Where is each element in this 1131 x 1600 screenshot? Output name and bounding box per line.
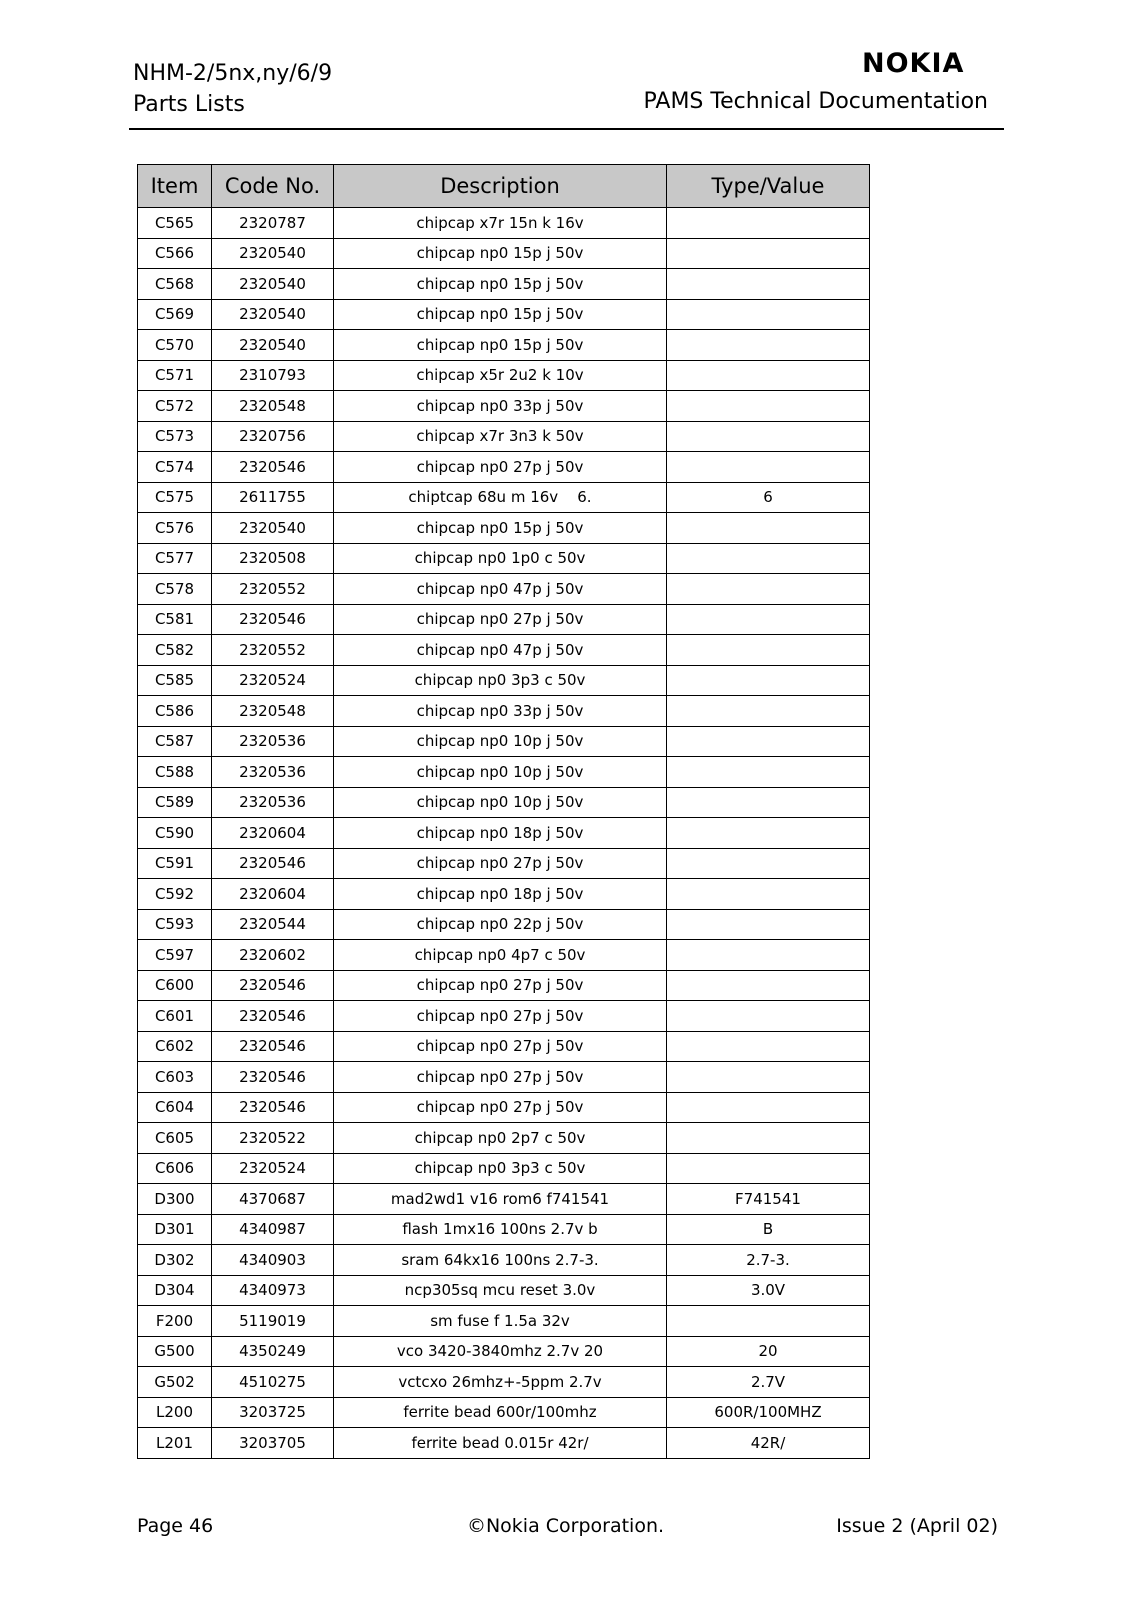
table-row [138,1306,870,1337]
code-cell: 2320546 [212,970,334,1001]
table-row [138,513,870,544]
type-value-cell [667,1306,870,1337]
type-value-cell [667,269,870,300]
code-cell: 2320522 [212,1123,334,1154]
item-cell: C586 [138,696,212,727]
code-cell: 4350249 [212,1336,334,1367]
type-value-cell [667,757,870,788]
type-value-cell [667,1031,870,1062]
table-header-row [138,165,870,208]
description-cell: chipcap np0 15p j 50v [334,299,667,330]
item-cell: C581 [138,604,212,635]
type-value-cell [667,726,870,757]
column-header-type-value: Type/Value [667,165,870,208]
table-row [138,696,870,727]
description-cell: chipcap np0 1p0 c 50v [334,543,667,574]
code-cell: 4510275 [212,1367,334,1398]
code-cell: 4370687 [212,1184,334,1215]
table-row [138,1123,870,1154]
item-cell: C566 [138,238,212,269]
type-value-cell [667,330,870,361]
table-row [138,1031,870,1062]
type-value-cell [667,1001,870,1032]
description-cell: chipcap np0 18p j 50v [334,818,667,849]
item-cell: C590 [138,818,212,849]
code-cell: 2320546 [212,1062,334,1093]
item-cell: C571 [138,360,212,391]
column-header-description: Description [334,165,667,208]
item-cell: C593 [138,909,212,940]
item-cell: C589 [138,787,212,818]
code-cell: 2320536 [212,726,334,757]
description-cell: chipcap np0 27p j 50v [334,1031,667,1062]
description-cell: chipcap np0 27p j 50v [334,452,667,483]
code-cell: 4340987 [212,1214,334,1245]
description-cell: vctcxo 26mhz+-5ppm 2.7v [334,1367,667,1398]
type-value-cell [667,818,870,849]
description-cell: chipcap np0 10p j 50v [334,787,667,818]
item-cell: C606 [138,1153,212,1184]
table-row [138,543,870,574]
model-number: NHM-2/5nx,ny/6/9 [133,61,333,86]
type-value-cell [667,909,870,940]
code-cell: 2320524 [212,1153,334,1184]
type-value-cell: 42R/ [667,1428,870,1459]
table-row [138,818,870,849]
type-value-cell [667,208,870,239]
item-cell: C603 [138,1062,212,1093]
table-row [138,299,870,330]
description-cell: chipcap np0 3p3 c 50v [334,1153,667,1184]
parts-table [137,164,870,1459]
code-cell: 2320602 [212,940,334,971]
type-value-cell [667,635,870,666]
code-cell: 2320756 [212,421,334,452]
table-row [138,574,870,605]
table-row [138,604,870,635]
description-cell: chipcap np0 15p j 50v [334,238,667,269]
item-cell: C597 [138,940,212,971]
table-row [138,269,870,300]
item-cell: C588 [138,757,212,788]
item-cell: C585 [138,665,212,696]
code-cell: 2320552 [212,574,334,605]
description-cell: chipcap np0 18p j 50v [334,879,667,910]
type-value-cell [667,696,870,727]
table-row [138,665,870,696]
table-row [138,909,870,940]
item-cell: C604 [138,1092,212,1123]
item-cell: C605 [138,1123,212,1154]
item-cell: C570 [138,330,212,361]
item-cell: C576 [138,513,212,544]
code-cell: 2320552 [212,635,334,666]
table-row [138,1153,870,1184]
type-value-cell [667,452,870,483]
type-value-cell [667,604,870,635]
item-cell: L200 [138,1397,212,1428]
description-cell: chipcap np0 2p7 c 50v [334,1123,667,1154]
item-cell: G500 [138,1336,212,1367]
item-cell: C592 [138,879,212,910]
table-row [138,421,870,452]
code-cell: 2320540 [212,269,334,300]
type-value-cell [667,421,870,452]
item-cell: C573 [138,421,212,452]
table-row [138,1336,870,1367]
type-value-cell [667,1092,870,1123]
code-cell: 2320546 [212,604,334,635]
parts-table-body [138,208,870,1459]
code-cell: 5119019 [212,1306,334,1337]
item-cell: C582 [138,635,212,666]
table-row [138,879,870,910]
description-cell: mad2wd1 v16 rom6 f741541 [334,1184,667,1215]
code-cell: 2320540 [212,330,334,361]
description-cell: chipcap np0 10p j 50v [334,726,667,757]
type-value-cell: B [667,1214,870,1245]
code-cell: 4340973 [212,1275,334,1306]
copyright-notice: ©Nokia Corporation. [466,1515,665,1537]
item-cell: C568 [138,269,212,300]
item-cell: D301 [138,1214,212,1245]
description-cell: chipcap np0 47p j 50v [334,635,667,666]
item-cell: C602 [138,1031,212,1062]
code-cell: 2320604 [212,879,334,910]
type-value-cell: 3.0V [667,1275,870,1306]
description-cell: chipcap np0 27p j 50v [334,970,667,1001]
table-row [138,1397,870,1428]
type-value-cell: F741541 [667,1184,870,1215]
type-value-cell [667,299,870,330]
table-row [138,1275,870,1306]
code-cell: 2320524 [212,665,334,696]
code-cell: 4340903 [212,1245,334,1276]
table-row [138,1184,870,1215]
table-row [138,330,870,361]
type-value-cell [667,848,870,879]
code-cell: 2320540 [212,238,334,269]
code-cell: 2320787 [212,208,334,239]
code-cell: 2320508 [212,543,334,574]
item-cell: C569 [138,299,212,330]
description-cell: vco 3420-3840mhz 2.7v 20 [334,1336,667,1367]
code-cell: 2320540 [212,299,334,330]
description-cell: chiptcap 68u m 16v 6. [334,482,667,513]
description-cell: chipcap np0 33p j 50v [334,391,667,422]
code-cell: 2611755 [212,482,334,513]
description-cell: chipcap np0 15p j 50v [334,269,667,300]
description-cell: chipcap np0 27p j 50v [334,604,667,635]
item-cell: D300 [138,1184,212,1215]
type-value-cell: 6 [667,482,870,513]
table-row [138,787,870,818]
table-row [138,208,870,239]
description-cell: chipcap np0 33p j 50v [334,696,667,727]
table-row [138,1001,870,1032]
code-cell: 2320540 [212,513,334,544]
description-cell: chipcap np0 15p j 50v [334,513,667,544]
description-cell: chipcap np0 4p7 c 50v [334,940,667,971]
type-value-cell [667,787,870,818]
description-cell: chipcap np0 47p j 50v [334,574,667,605]
description-cell: chipcap x7r 15n k 16v [334,208,667,239]
table-row [138,391,870,422]
item-cell: F200 [138,1306,212,1337]
item-cell: C600 [138,970,212,1001]
table-row [138,452,870,483]
type-value-cell [667,879,870,910]
item-cell: G502 [138,1367,212,1398]
type-value-cell [667,1153,870,1184]
code-cell: 2320546 [212,452,334,483]
description-cell: sm fuse f 1.5a 32v [334,1306,667,1337]
item-cell: D304 [138,1275,212,1306]
item-cell: C574 [138,452,212,483]
table-row [138,940,870,971]
description-cell: flash 1mx16 100ns 2.7v b [334,1214,667,1245]
table-row [138,482,870,513]
type-value-cell [667,940,870,971]
description-cell: ferrite bead 600r/100mhz [334,1397,667,1428]
table-row [138,848,870,879]
type-value-cell: 20 [667,1336,870,1367]
header-divider [129,128,1004,130]
item-cell: C572 [138,391,212,422]
table-row [138,1062,870,1093]
table-row [138,1245,870,1276]
type-value-cell [667,360,870,391]
code-cell: 3203705 [212,1428,334,1459]
description-cell: ncp305sq mcu reset 3.0v [334,1275,667,1306]
table-row [138,1367,870,1398]
code-cell: 2320548 [212,696,334,727]
item-cell: C601 [138,1001,212,1032]
page-number: Page 46 [137,1515,214,1537]
table-row [138,1214,870,1245]
page-header-left [133,58,332,120]
type-value-cell [667,1062,870,1093]
column-header-code: Code No. [212,165,334,208]
table-row [138,1092,870,1123]
table-row [138,360,870,391]
table-row [138,757,870,788]
description-cell: chipcap x5r 2u2 k 10v [334,360,667,391]
type-value-cell [667,1123,870,1154]
description-cell: chipcap np0 27p j 50v [334,848,667,879]
column-header-item: Item [138,165,212,208]
type-value-cell [667,238,870,269]
table-row [138,1428,870,1459]
code-cell: 2320546 [212,1001,334,1032]
code-cell: 2320548 [212,391,334,422]
item-cell: C565 [138,208,212,239]
type-value-cell: 600R/100MHZ [667,1397,870,1428]
item-cell: C591 [138,848,212,879]
code-cell: 2320604 [212,818,334,849]
item-cell: C587 [138,726,212,757]
item-cell: C578 [138,574,212,605]
table-row [138,726,870,757]
description-cell: chipcap np0 27p j 50v [334,1001,667,1032]
description-cell: sram 64kx16 100ns 2.7-3. [334,1245,667,1276]
table-row [138,635,870,666]
table-row [138,238,870,269]
type-value-cell [667,970,870,1001]
issue-info: Issue 2 (April 02) [836,1515,998,1537]
section-title: Parts Lists [133,92,245,117]
type-value-cell [667,543,870,574]
table-row [138,970,870,1001]
document-title: PAMS Technical Documentation [643,89,988,114]
type-value-cell [667,665,870,696]
item-cell: C577 [138,543,212,574]
item-cell: C575 [138,482,212,513]
code-cell: 2320546 [212,1092,334,1123]
description-cell: chipcap np0 15p j 50v [334,330,667,361]
code-cell: 2320546 [212,848,334,879]
code-cell: 2320536 [212,787,334,818]
item-cell: L201 [138,1428,212,1459]
type-value-cell [667,574,870,605]
type-value-cell [667,513,870,544]
type-value-cell [667,391,870,422]
description-cell: chipcap np0 27p j 50v [334,1092,667,1123]
description-cell: chipcap np0 3p3 c 50v [334,665,667,696]
code-cell: 3203725 [212,1397,334,1428]
nokia-logo: NOKIA [862,48,965,79]
type-value-cell: 2.7V [667,1367,870,1398]
code-cell: 2320544 [212,909,334,940]
code-cell: 2320546 [212,1031,334,1062]
description-cell: chipcap np0 10p j 50v [334,757,667,788]
item-cell: D302 [138,1245,212,1276]
description-cell: chipcap np0 22p j 50v [334,909,667,940]
description-cell: chipcap np0 27p j 50v [334,1062,667,1093]
description-cell: ferrite bead 0.015r 42r/ [334,1428,667,1459]
type-value-cell: 2.7-3. [667,1245,870,1276]
code-cell: 2310793 [212,360,334,391]
description-cell: chipcap x7r 3n3 k 50v [334,421,667,452]
code-cell: 2320536 [212,757,334,788]
